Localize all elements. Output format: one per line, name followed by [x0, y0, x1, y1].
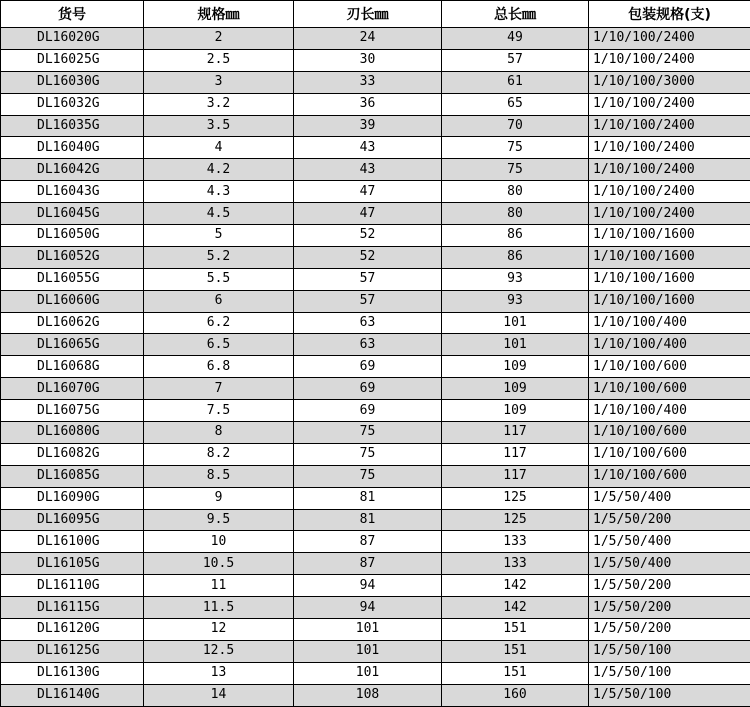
cell-packaging: 1/5/50/100 [589, 640, 750, 662]
cell-size: 8.5 [144, 465, 294, 487]
table-row [1, 487, 750, 509]
cell-flute-length: 94 [294, 575, 442, 597]
header-sku: 货号 [1, 1, 144, 28]
cell-size: 10.5 [144, 553, 294, 575]
cell-flute-length: 87 [294, 553, 442, 575]
cell-overall-length: 93 [442, 290, 589, 312]
cell-sku: DL16115G [1, 597, 144, 619]
cell-packaging: 1/10/100/2400 [589, 203, 750, 225]
table-row [1, 531, 750, 553]
cell-sku: DL16105G [1, 553, 144, 575]
table-row [1, 575, 750, 597]
cell-overall-length: 117 [442, 422, 589, 444]
table-row [1, 400, 750, 422]
cell-sku: DL16068G [1, 356, 144, 378]
cell-sku: DL16120G [1, 619, 144, 641]
cell-packaging: 1/10/100/1600 [589, 225, 750, 247]
cell-size: 14 [144, 684, 294, 706]
header-flute-length: 刃长㎜ [294, 1, 442, 28]
cell-flute-length: 52 [294, 246, 442, 268]
cell-overall-length: 70 [442, 115, 589, 137]
cell-sku: DL16080G [1, 422, 144, 444]
cell-sku: DL16043G [1, 181, 144, 203]
cell-overall-length: 86 [442, 225, 589, 247]
cell-overall-length: 86 [442, 246, 589, 268]
cell-size: 7.5 [144, 400, 294, 422]
cell-size: 6.8 [144, 356, 294, 378]
cell-flute-length: 63 [294, 312, 442, 334]
header-packaging: 包装规格(支) [589, 1, 750, 28]
cell-flute-length: 30 [294, 49, 442, 71]
cell-sku: DL16140G [1, 684, 144, 706]
cell-flute-length: 94 [294, 597, 442, 619]
cell-flute-length: 39 [294, 115, 442, 137]
cell-flute-length: 69 [294, 356, 442, 378]
cell-sku: DL16095G [1, 509, 144, 531]
cell-overall-length: 49 [442, 28, 589, 50]
cell-packaging: 1/10/100/1600 [589, 290, 750, 312]
cell-packaging: 1/5/50/200 [589, 509, 750, 531]
cell-packaging: 1/10/100/2400 [589, 159, 750, 181]
table-row [1, 203, 750, 225]
cell-overall-length: 65 [442, 93, 589, 115]
cell-packaging: 1/10/100/600 [589, 378, 750, 400]
cell-overall-length: 75 [442, 137, 589, 159]
cell-size: 8 [144, 422, 294, 444]
cell-packaging: 1/10/100/2400 [589, 181, 750, 203]
cell-packaging: 1/5/50/400 [589, 531, 750, 553]
cell-packaging: 1/10/100/1600 [589, 246, 750, 268]
cell-sku: DL16042G [1, 159, 144, 181]
table-row [1, 290, 750, 312]
cell-size: 5.5 [144, 268, 294, 290]
cell-overall-length: 133 [442, 553, 589, 575]
cell-overall-length: 117 [442, 465, 589, 487]
cell-size: 4 [144, 137, 294, 159]
cell-sku: DL16020G [1, 28, 144, 50]
cell-overall-length: 133 [442, 531, 589, 553]
table-row [1, 246, 750, 268]
table-row [1, 509, 750, 531]
table-row [1, 334, 750, 356]
cell-packaging: 1/10/100/2400 [589, 49, 750, 71]
cell-size: 13 [144, 662, 294, 684]
cell-size: 2.5 [144, 49, 294, 71]
cell-overall-length: 151 [442, 640, 589, 662]
cell-flute-length: 57 [294, 268, 442, 290]
cell-flute-length: 69 [294, 378, 442, 400]
cell-size: 4.3 [144, 181, 294, 203]
table-row [1, 640, 750, 662]
table-row [1, 71, 750, 93]
cell-size: 3 [144, 71, 294, 93]
cell-flute-length: 101 [294, 640, 442, 662]
cell-packaging: 1/5/50/100 [589, 684, 750, 706]
cell-flute-length: 101 [294, 619, 442, 641]
cell-packaging: 1/10/100/3000 [589, 71, 750, 93]
cell-flute-length: 33 [294, 71, 442, 93]
cell-packaging: 1/5/50/400 [589, 553, 750, 575]
cell-size: 9.5 [144, 509, 294, 531]
cell-overall-length: 125 [442, 487, 589, 509]
cell-flute-length: 43 [294, 159, 442, 181]
table-row [1, 378, 750, 400]
cell-size: 12 [144, 619, 294, 641]
table-row [1, 115, 750, 137]
cell-size: 8.2 [144, 443, 294, 465]
table-row [1, 597, 750, 619]
table-row [1, 312, 750, 334]
cell-sku: DL16065G [1, 334, 144, 356]
cell-overall-length: 109 [442, 400, 589, 422]
header-overall-length: 总长㎜ [442, 1, 589, 28]
cell-flute-length: 36 [294, 93, 442, 115]
cell-packaging: 1/10/100/1600 [589, 268, 750, 290]
cell-sku: DL16070G [1, 378, 144, 400]
cell-sku: DL16060G [1, 290, 144, 312]
table-row [1, 93, 750, 115]
cell-sku: DL16125G [1, 640, 144, 662]
cell-size: 11.5 [144, 597, 294, 619]
cell-size: 5.2 [144, 246, 294, 268]
cell-flute-length: 57 [294, 290, 442, 312]
cell-packaging: 1/5/50/200 [589, 619, 750, 641]
table-header [1, 1, 750, 28]
cell-packaging: 1/10/100/2400 [589, 93, 750, 115]
cell-sku: DL16082G [1, 443, 144, 465]
cell-size: 9 [144, 487, 294, 509]
cell-flute-length: 87 [294, 531, 442, 553]
table-row [1, 268, 750, 290]
cell-overall-length: 109 [442, 356, 589, 378]
table-row [1, 28, 750, 50]
cell-overall-length: 117 [442, 443, 589, 465]
cell-sku: DL16130G [1, 662, 144, 684]
header-row [1, 1, 750, 28]
table-row [1, 619, 750, 641]
cell-flute-length: 108 [294, 684, 442, 706]
cell-packaging: 1/10/100/2400 [589, 115, 750, 137]
cell-packaging: 1/10/100/600 [589, 465, 750, 487]
table-body [1, 28, 750, 707]
cell-flute-length: 43 [294, 137, 442, 159]
cell-size: 4.5 [144, 203, 294, 225]
cell-overall-length: 93 [442, 268, 589, 290]
cell-packaging: 1/10/100/600 [589, 356, 750, 378]
cell-packaging: 1/10/100/2400 [589, 137, 750, 159]
cell-sku: DL16110G [1, 575, 144, 597]
cell-sku: DL16045G [1, 203, 144, 225]
table-row [1, 553, 750, 575]
cell-size: 6 [144, 290, 294, 312]
cell-overall-length: 151 [442, 619, 589, 641]
table-row [1, 465, 750, 487]
cell-size: 6.2 [144, 312, 294, 334]
cell-overall-length: 80 [442, 203, 589, 225]
cell-packaging: 1/5/50/100 [589, 662, 750, 684]
cell-size: 12.5 [144, 640, 294, 662]
cell-overall-length: 125 [442, 509, 589, 531]
table-row [1, 356, 750, 378]
cell-flute-length: 101 [294, 662, 442, 684]
cell-size: 3.2 [144, 93, 294, 115]
table-row [1, 137, 750, 159]
cell-overall-length: 151 [442, 662, 589, 684]
cell-sku: DL16025G [1, 49, 144, 71]
cell-size: 7 [144, 378, 294, 400]
cell-flute-length: 24 [294, 28, 442, 50]
cell-flute-length: 47 [294, 181, 442, 203]
table-row [1, 159, 750, 181]
cell-overall-length: 160 [442, 684, 589, 706]
cell-packaging: 1/10/100/600 [589, 422, 750, 444]
table-row [1, 225, 750, 247]
table-row [1, 662, 750, 684]
cell-overall-length: 57 [442, 49, 589, 71]
cell-overall-length: 142 [442, 575, 589, 597]
cell-overall-length: 109 [442, 378, 589, 400]
cell-flute-length: 75 [294, 443, 442, 465]
cell-sku: DL16100G [1, 531, 144, 553]
table-row [1, 443, 750, 465]
cell-size: 6.5 [144, 334, 294, 356]
cell-overall-length: 101 [442, 334, 589, 356]
cell-size: 4.2 [144, 159, 294, 181]
cell-sku: DL16062G [1, 312, 144, 334]
table-row [1, 422, 750, 444]
cell-overall-length: 101 [442, 312, 589, 334]
cell-sku: DL16030G [1, 71, 144, 93]
table-row [1, 684, 750, 706]
cell-sku: DL16035G [1, 115, 144, 137]
cell-sku: DL16050G [1, 225, 144, 247]
cell-overall-length: 142 [442, 597, 589, 619]
cell-packaging: 1/5/50/200 [589, 575, 750, 597]
cell-size: 10 [144, 531, 294, 553]
cell-flute-length: 52 [294, 225, 442, 247]
cell-flute-length: 75 [294, 422, 442, 444]
cell-packaging: 1/10/100/400 [589, 400, 750, 422]
cell-overall-length: 80 [442, 181, 589, 203]
cell-sku: DL16085G [1, 465, 144, 487]
cell-sku: DL16040G [1, 137, 144, 159]
cell-flute-length: 47 [294, 203, 442, 225]
cell-packaging: 1/10/100/400 [589, 334, 750, 356]
table-row [1, 49, 750, 71]
cell-sku: DL16055G [1, 268, 144, 290]
cell-packaging: 1/5/50/200 [589, 597, 750, 619]
cell-flute-length: 63 [294, 334, 442, 356]
header-size: 规格㎜ [144, 1, 294, 28]
cell-sku: DL16032G [1, 93, 144, 115]
cell-packaging: 1/5/50/400 [589, 487, 750, 509]
cell-sku: DL16090G [1, 487, 144, 509]
cell-packaging: 1/10/100/2400 [589, 28, 750, 50]
cell-sku: DL16075G [1, 400, 144, 422]
cell-size: 5 [144, 225, 294, 247]
cell-size: 2 [144, 28, 294, 50]
cell-sku: DL16052G [1, 246, 144, 268]
cell-packaging: 1/10/100/400 [589, 312, 750, 334]
cell-size: 3.5 [144, 115, 294, 137]
cell-flute-length: 75 [294, 465, 442, 487]
cell-packaging: 1/10/100/600 [589, 443, 750, 465]
cell-flute-length: 81 [294, 487, 442, 509]
table-row [1, 181, 750, 203]
cell-flute-length: 81 [294, 509, 442, 531]
cell-overall-length: 61 [442, 71, 589, 93]
cell-size: 11 [144, 575, 294, 597]
cell-overall-length: 75 [442, 159, 589, 181]
cell-flute-length: 69 [294, 400, 442, 422]
